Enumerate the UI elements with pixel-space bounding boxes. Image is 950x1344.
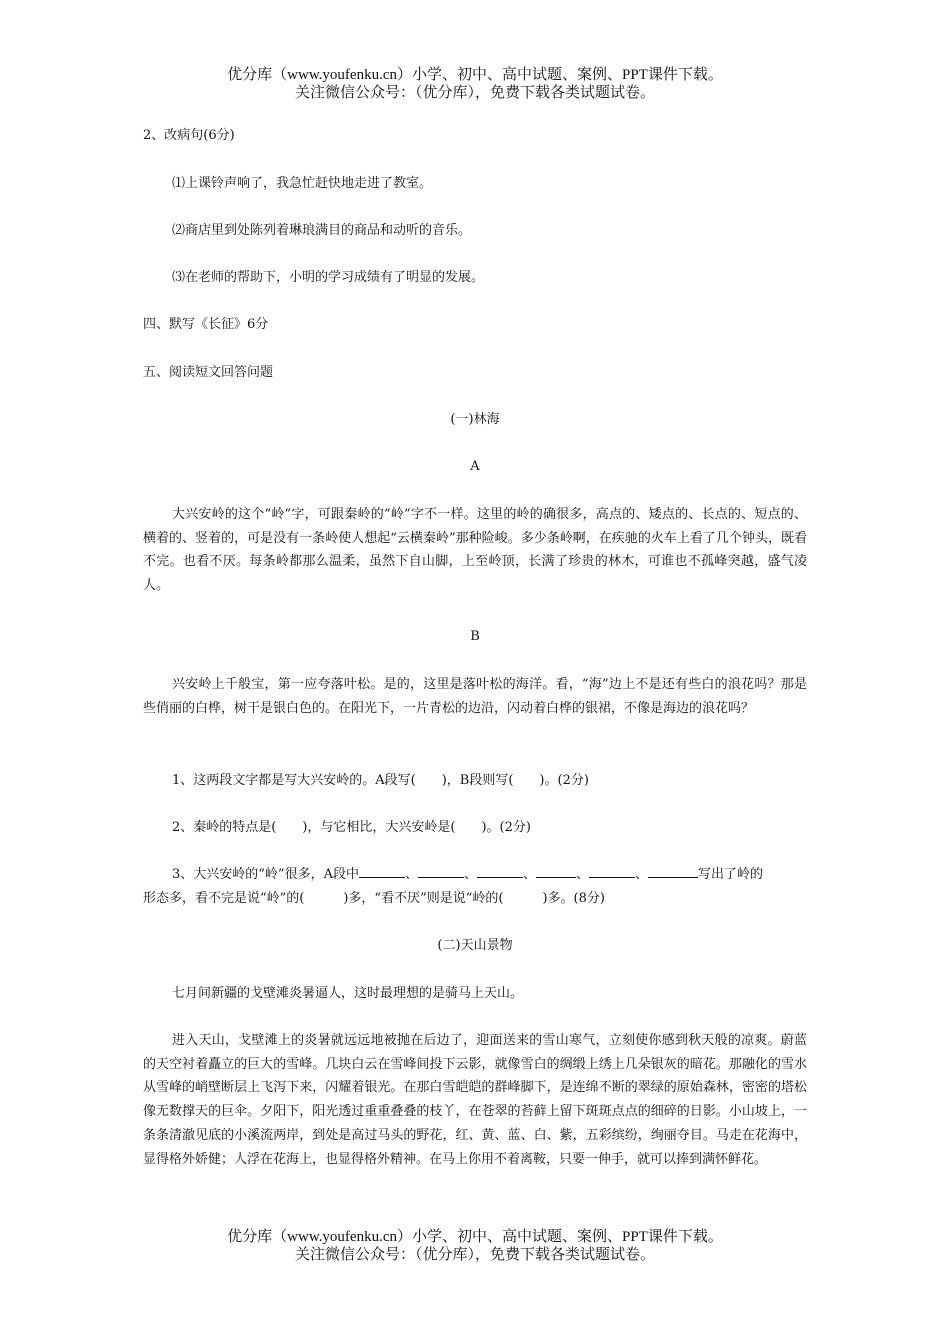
fix-sentence-item-1: ⑴上课铃声响了，我急忙赶快地走进了教室。 — [172, 176, 433, 191]
question-1: 1、这两段文字都是写大兴安岭的。A段写( )，B段则写( )。(2分) — [172, 773, 589, 788]
blank-separator: 、 — [463, 867, 477, 882]
blank-separator: 、 — [522, 867, 536, 882]
header-line-2: 关注微信公众号：（优分库），免费下载各类试题试卷。 — [294, 85, 655, 101]
question-2: 2、秦岭的特点是( )，与它相比，大兴安岭是( )。(2分) — [172, 820, 531, 835]
reading-1-title: (一)林海 — [450, 412, 500, 427]
answer-blank[interactable] — [359, 865, 405, 878]
footer-line-1: 优分库（www.youfenku.cn）小学、初中、高中试题、案例、PPT课件下载。 — [227, 1229, 723, 1245]
section-4-title: 四、默写《长征》6分 — [143, 317, 269, 332]
footer-line-2: 关注微信公众号：（优分库），免费下载各类试题试卷。 — [294, 1247, 655, 1263]
reading-2-title: (二)天山景物 — [437, 938, 513, 953]
blank-separator: 、 — [635, 867, 649, 882]
fix-sentence-item-3: ⑶在老师的帮助下，小明的学习成绩有了明显的发展。 — [172, 270, 485, 285]
section-5-title: 五、阅读短文回答问题 — [143, 365, 274, 380]
part-a-label: A — [470, 459, 480, 474]
answer-blank[interactable] — [418, 865, 464, 878]
answer-blank[interactable] — [648, 865, 698, 878]
fix-sentence-title: 2、改病句(6分) — [143, 128, 235, 143]
page-footer — [0, 1228, 950, 1264]
part-b-label: B — [470, 629, 480, 644]
question-3-line-2: 形态多，看不完是说“岭”的( )多，“看不厌”则是说“岭的( )多。(8分) — [143, 891, 605, 906]
blank-separator: 、 — [576, 867, 590, 882]
part-a-paragraph: 大兴安岭的这个“岭”字，可跟秦岭的“岭”字不一样。这里的岭的确很多，高点的、矮点的、长点的、短点的、横着的、竖着的，可是没有一条岭使人想起“云横秦岭”那种险峻。多少条岭啊，在疾驰的火车上看了几个钟头，既看不完。也看不厌。每条岭都那么温柔，虽然下自山脚，上至岭顶，长满了珍贵的林木，可谁也不孤峰突越，盛气凌人。 — [143, 507, 807, 594]
question-3-start: 3、大兴安岭的“岭”很多，A段中 — [172, 867, 359, 882]
answer-blank[interactable] — [589, 865, 635, 878]
reading-2-paragraph-1: 七月间新疆的戈壁滩炎暑逼人，这时最理想的是骑马上天山。 — [172, 986, 524, 1001]
part-b-paragraph: 兴安岭上千般宝，第一应夸落叶松。是的，这里是落叶松的海洋。看，“海”边上不是还有些白的浪花吗？那是些俏丽的白桦，树干是银白色的。在阳光下，一片青松的边沿，闪动着白桦的银裙，不像是海边的浪花吗？ — [143, 677, 807, 716]
question-3-tail: 写出了岭的 — [698, 867, 764, 882]
blank-separator: 、 — [404, 867, 418, 882]
reading-2-paragraph-2: 进入天山，戈壁滩上的炎暑就远远地被抛在后边了，迎面送来的雪山寒气，立刻使你感到秋天般的凉爽。蔚蓝的天空衬着矗立的巨大的雪峰。几块白云在雪峰间投下云影，就像雪白的绸缎上绣上几朵银灰的暗花。那融化的雪水从雪峰的峭壁断层上飞泻下来，闪耀着银光。在那白雪皑皑的群峰脚下，是连绵不断的翠绿的原始森林，密密的塔松像无数撑天的巨伞。夕阳下，阳光透过重重叠叠的枝丫，在苍翠的苔藓上留下斑斑点点的细碎的日影。小山坡上，一条条清澈见底的小溪流两岸，到处是高过马头的野花，红、黄、蓝、白、紫，五彩缤纷，绚丽夺目。马走在花海中，显得格外娇健；人浮在花海上，也显得格外精神。在马上你用不着离鞍，只要一伸手，就可以捧到满怀鲜花。 — [143, 1033, 807, 1167]
answer-blank[interactable] — [477, 865, 523, 878]
page-header — [0, 66, 950, 102]
answer-blank[interactable] — [536, 865, 576, 878]
question-3-line-1 — [172, 865, 763, 885]
header-line-1: 优分库（www.youfenku.cn）小学、初中、高中试题、案例、PPT课件下载。 — [227, 67, 723, 83]
fix-sentence-item-2: ⑵商店里到处陈列着琳琅满目的商品和动听的音乐。 — [172, 223, 472, 238]
